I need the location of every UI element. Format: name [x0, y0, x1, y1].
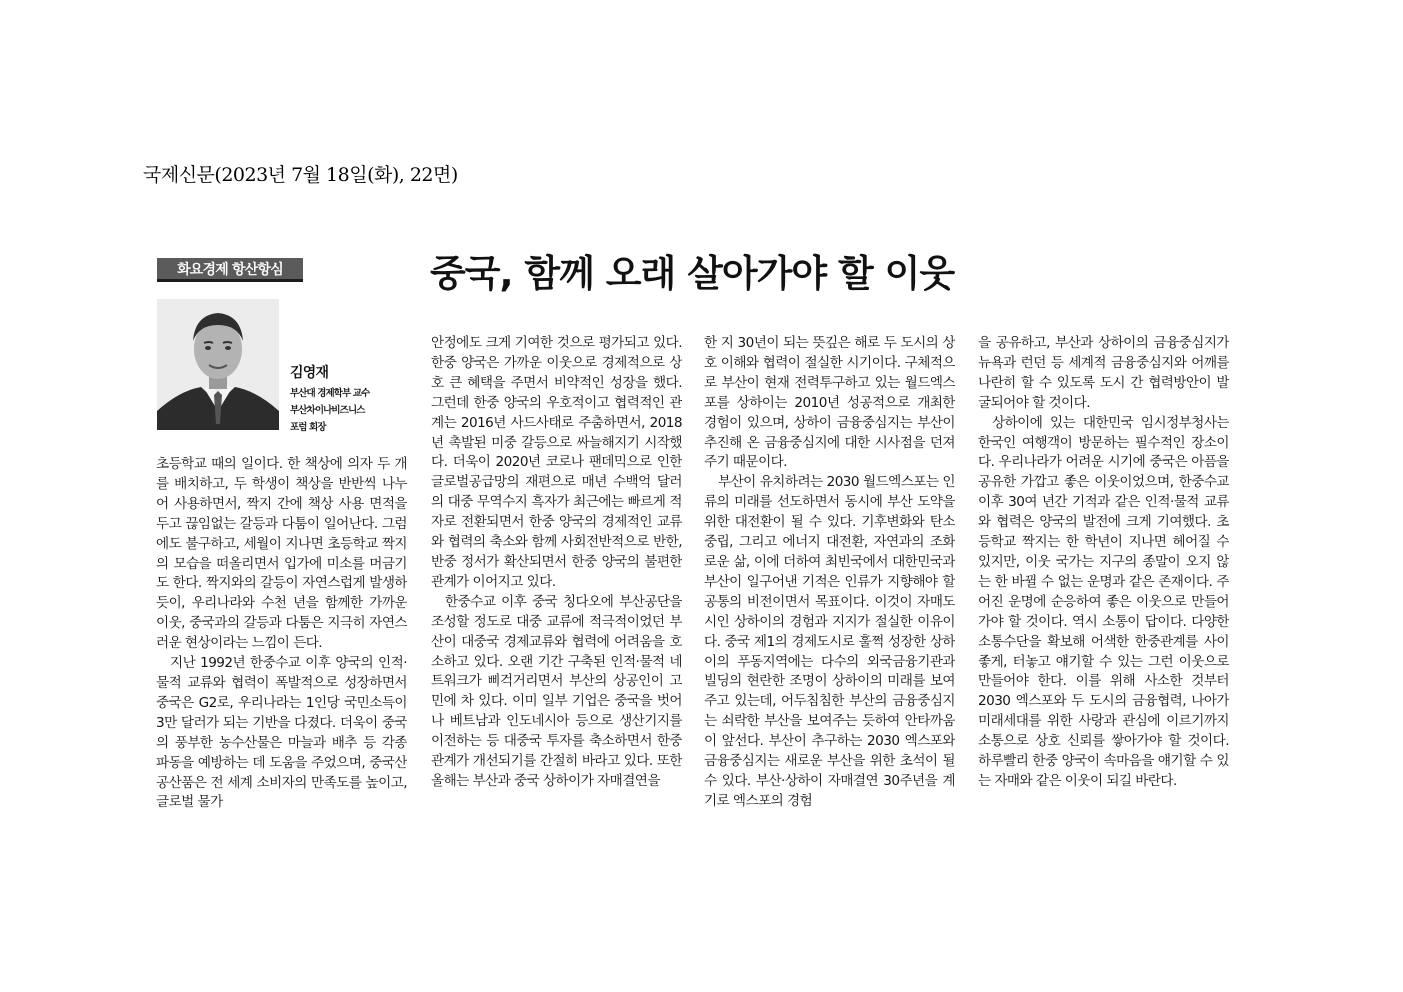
- body-paragraph: 초등학교 때의 일이다. 한 책상에 의자 두 개를 배치하고, 두 학생이 책상을 반반씩 나누어 사용하면서, 짝지 간에 책상 사용 면적을 두고 끊임없는 갈등과 다툼이 일어난다. 그럼에도 불구하고, 세월이 지나면 초등학교 짝지의 모습을 떠올리면서 입가에 미소를 머금기도 한다. 짝지와의 갈등이 자연스럽게 발생하듯이, 우리나라와 수천 년을 함께한 가까운 이웃, 중국과의 갈등과 다툼은 지극히 자연스러운 현상이라는 느낌이 든다.: [156, 456, 407, 652]
- body-paragraph: 한 지 30년이 되는 뜻깊은 해로 두 도시의 상호 이해와 협력이 절실한 시기이다. 구체적으로 부산이 현재 전력투구하고 있는 월드엑스포를 상하이는 2010년 성공적으로 개최한 경험이 있으며, 상하이 금융중심지는 부산이 추진해 온 금융중심지에 대한 시사점을 던져주기 때문이다.: [704, 335, 955, 471]
- author-title: 부산대 경제학부 교수: [290, 388, 370, 399]
- author-name: 김영재: [290, 365, 329, 381]
- body-column-3: [704, 334, 955, 834]
- publication-source: 국제신문(2023년 7월 18일(화), 22면): [143, 164, 458, 186]
- article-headline: 중국, 함께 오래 살아가야 할 이웃: [430, 252, 955, 295]
- column-tag: 화요경제 항산항심: [157, 258, 303, 282]
- body-column-4: [978, 334, 1229, 834]
- author-title: 포럼 회장: [290, 422, 326, 433]
- author-photo: [157, 299, 279, 430]
- body-paragraph: 한중수교 이후 중국 칭다오에 부산공단을 조성할 정도로 대중 교류에 적극적이었던 부산이 대중국 경제교류와 협력에 어려움을 호소하고 있다. 오랜 기간 구축된 인적·물적 네트워크가 삐걱거리면서 부산의 상공인이 고민에 차 있다. 이미 일부 기업은 중국을 벗어나 베트남과 인도네시아 등으로 생산기지를 이전하는 등 대중국 투자를 축소하면서 한중 관계가 개선되기를 간절히 바라고 있다. 또한 올해는 부산과 중국 상하이가 자매결연을: [431, 593, 682, 789]
- body-paragraph: 을 공유하고, 부산과 상하이의 금융중심지가 뉴욕과 런던 등 세계적 금융중심지와 어깨를 나란히 할 수 있도록 도시 간 협력방안이 발굴되어야 할 것이다.: [978, 335, 1229, 411]
- author-title: 부산차이나비즈니스: [290, 405, 365, 416]
- body-column-1: [156, 455, 407, 835]
- author-info: [290, 362, 415, 436]
- body-paragraph: 안정에도 크게 기여한 것으로 평가되고 있다. 한중 양국은 가까운 이웃으로 경제적으로 상호 큰 혜택을 주면서 비약적인 성장을 했다. 그런데 한중 양국의 우호적이고 협력적인 관계는 2016년 사드사태로 주춤하면서, 2018년 촉발된 미중 갈등으로 싸늘해지기 시작했다. 더욱이 2020년 코로나 팬데믹으로 인한 글로벌공급망의 재편으로 매년 수백억 달러의 대중 무역수지 흑자가 최근에는 빠르게 적자로 전환되면서 한중 양국의 경제적인 교류와 협력의 축소와 함께 사회전반적으로 반한, 반중 정서가 확산되면서 한중 양국의 불편한 관계가 이어지고 있다.: [431, 335, 682, 590]
- body-column-2: [431, 334, 682, 834]
- body-paragraph: 지난 1992년 한중수교 이후 양국의 인적·물적 교류와 협력이 폭발적으로 성장하면서 중국은 G2로, 우리나라는 1인당 국민소득이 3만 달러가 되는 기반을 다졌다. 더욱이 중국의 풍부한 농수산물은 마늘과 배추 등 각종 파동을 예방하는 데 도움을 주었으며, 중국산 공산품은 전 세계 소비자의 만족도를 높이고, 글로벌 물가: [156, 655, 407, 811]
- body-paragraph: 부산이 유치하려는 2030 월드엑스포는 인류의 미래를 선도하면서 동시에 부산 도약을 위한 대전환이 될 수 있다. 기후변화와 탄소중립, 그리고 에너지 대전환, 자연과의 조화로운 삶, 이에 더하여 최빈국에서 대한민국과 부산이 일구어낸 기적은 인류가 지향해야 할 공통의 비전이면서 목표이다. 이것이 자매도시인 상하이의 경험과 지지가 절실한 이유이다. 중국 제1의 경제도시로 훌쩍 성장한 상하이의 푸동지역에는 다수의 외국금융기관과 빌딩의 현란한 조명이 상하이의 미래를 보여주고 있는데, 어두침침한 부산의 금융중심지는 쇠락한 부산을 보여주는 듯하여 안타까움이 앞선다. 부산이 추구하는 2030 엑스포와 금융중심지는 새로운 부산을 위한 초석이 될 수 있다. 부산·상하이 자매결연 30주년을 계기로 엑스포의 경험: [704, 474, 955, 809]
- body-paragraph: 상하이에 있는 대한민국 임시정부청사는 한국인 여행객이 방문하는 필수적인 장소이다. 우리나라가 어려운 시기에 중국은 아픔을 공유한 가깝고 좋은 이웃이었으며, 한중수교 이후 30여 년간 기적과 같은 인적·물적 교류와 협력은 양국의 발전에 크게 기여했다. 초등학교 짝지는 한 학년이 지나면 헤어질 수 있지만, 이웃 국가는 지구의 종말이 오지 않는 한 바뀔 수 없는 운명과 같은 존재이다. 주어진 운명에 순응하여 좋은 이웃으로 만들어 가야 할 것이다. 역시 소통이 답이다. 다양한 소통수단을 확보해 어색한 한중관계를 사이좋게, 터놓고 얘기할 수 있는 그런 이웃으로 만들어야 한다. 이를 위해 사소한 것부터 2030 엑스포와 두 도시의 금융협력, 나아가 미래세대를 위한 사랑과 관심에 이르기까지 소통으로 상호 신뢰를 쌓아가야 할 것이다. 하루빨리 한중 양국이 속마음을 얘기할 수 있는 자매와 같은 이웃이 되길 바란다.: [978, 414, 1229, 789]
